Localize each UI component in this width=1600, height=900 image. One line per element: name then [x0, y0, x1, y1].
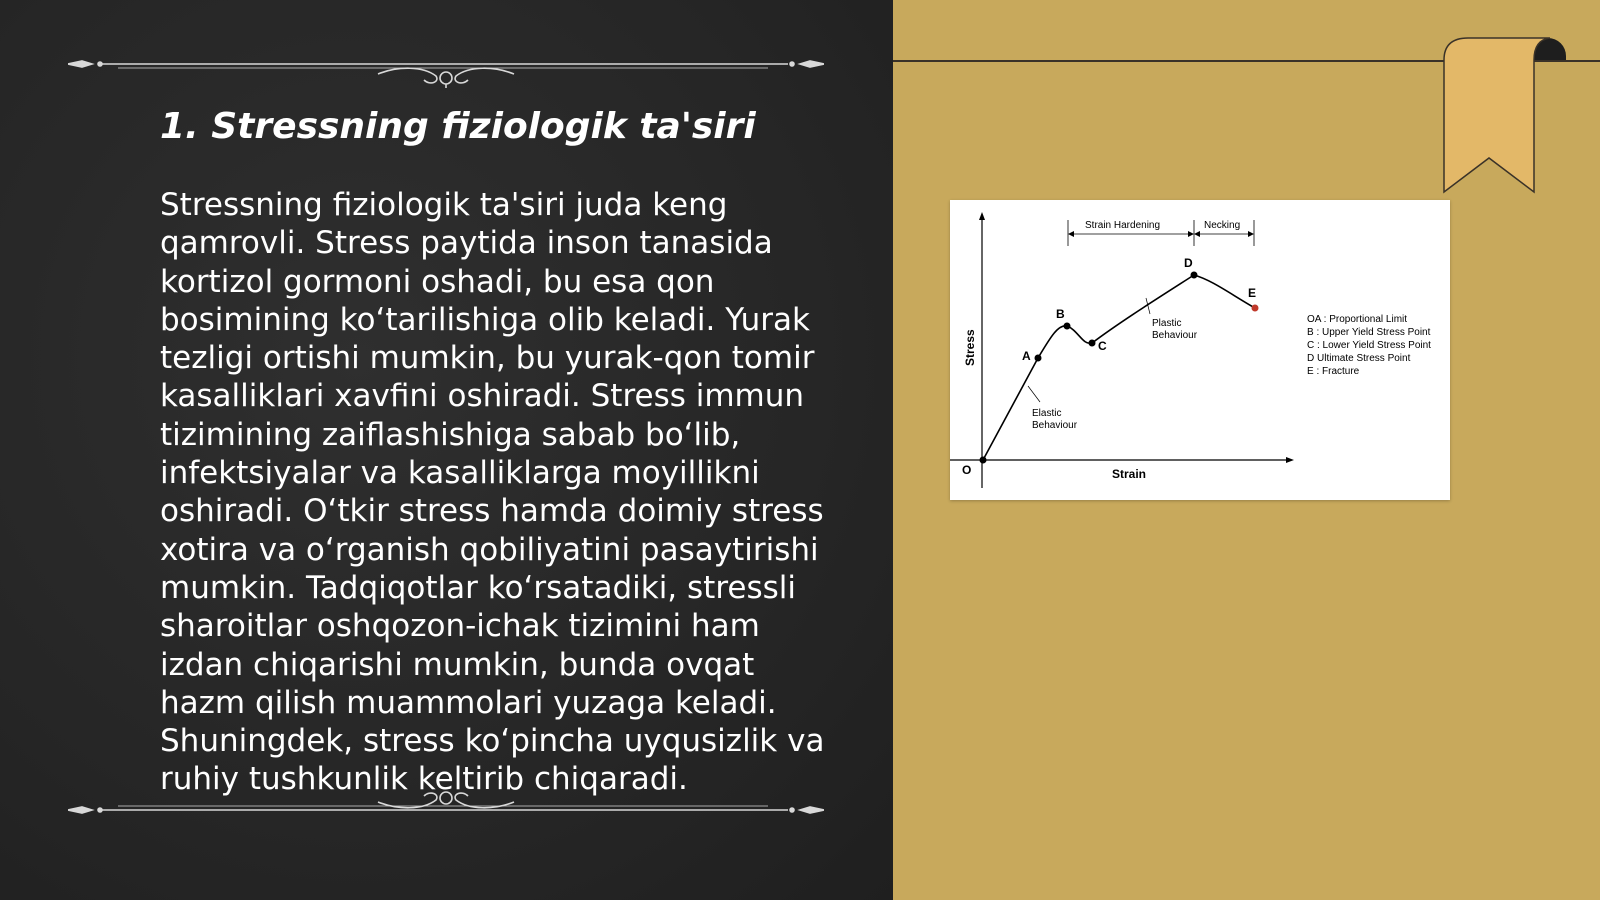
- strain-hardening-label: Strain Hardening: [1085, 220, 1161, 231]
- legend-item: D Ultimate Stress Point: [1307, 353, 1411, 364]
- bottom-ornament: [68, 790, 824, 830]
- stress-strain-figure: [950, 200, 1450, 500]
- necking-label: Necking: [1204, 220, 1241, 231]
- legend-item: E : Fracture: [1307, 366, 1360, 377]
- elastic-label-line1: Elastic: [1032, 408, 1062, 419]
- top-ornament: [68, 48, 824, 88]
- x-axis-label: Strain: [1112, 467, 1147, 481]
- label-d: D: [1184, 256, 1193, 270]
- point-b: [1064, 323, 1071, 330]
- label-b: B: [1056, 307, 1065, 321]
- stress-strain-diagram: [950, 200, 1450, 500]
- figure-legend: [1307, 314, 1431, 377]
- elastic-label-line2: Behaviour: [1032, 420, 1078, 431]
- point-o: [980, 457, 987, 464]
- legend-item: C : Lower Yield Stress Point: [1307, 340, 1431, 351]
- y-axis-label: Stress: [963, 329, 977, 366]
- legend-item: B : Upper Yield Stress Point: [1307, 327, 1431, 338]
- plastic-label-line2: Behaviour: [1152, 330, 1198, 341]
- legend-item: OA : Proportional Limit: [1307, 314, 1408, 325]
- point-d: [1191, 272, 1198, 279]
- label-c: C: [1098, 339, 1107, 353]
- stress-strain-curve: [983, 275, 1255, 460]
- label-e: E: [1248, 286, 1257, 300]
- point-a: [1035, 355, 1042, 362]
- point-e: [1252, 305, 1259, 312]
- bookmark-ribbon: [1434, 36, 1570, 198]
- origin-label: O: [962, 463, 972, 477]
- point-c: [1089, 340, 1096, 347]
- slide-body-text: Stressning fiziologik ta'siri juda keng qamrovli. Stress paytida inson tanasida kortizol gormoni oshadi, bu esa qon bosimining koʻtarilishiga olib keladi. Yurak tezligi ortishi mumkin, bu yurak-qon tomir kasalliklari xavfini oshiradi. Stress immun tizimining zaiflashishiga sabab boʻlib, infektsiyalar va kasalliklarga moyillikni oshiradi. Oʻtkir stress hamda doimiy stress xotira va oʻrganish qobiliyatini pasaytirishi mumkin. Tadqiqotlar koʻrsatadiki, stressli sharoitlar oshqozon-ichak tizimini ham izdan chiqarishi mumkin, bunda ovqat hazm qilish muammolari yuzaga keladi. Shuningdek, stress koʻpincha uyqusizlik va ruhiy tushkunlik keltirib chiqaradi.: [160, 187, 825, 798]
- plastic-label-line1: Plastic: [1152, 318, 1182, 329]
- label-a: A: [1022, 349, 1031, 363]
- slide-title: 1. Stressning fiziologik ta'siri: [160, 106, 756, 147]
